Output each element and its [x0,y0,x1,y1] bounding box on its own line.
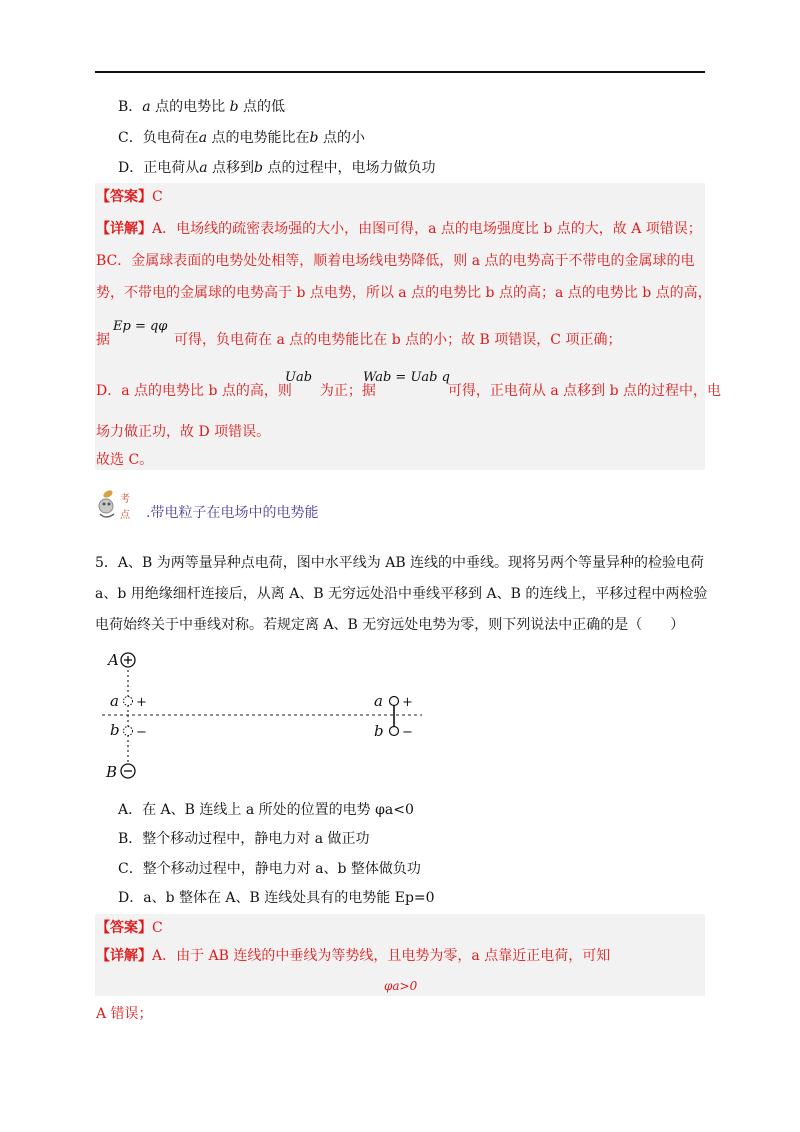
label-a-left: a [110,692,119,710]
q5-stem-line3: 电荷始终关于中垂线对称。若规定离 A、B 无穷远处电势为零，则下列说法中正确的是（ ） [95,617,685,633]
label-a-right: a [374,692,383,710]
q4-detail-line1: 【详解】A．电场线的疏密表场强的大小，由图可得，a 点的电场强度比 b 点的大，故 A 项错误； [96,221,702,237]
kaodian-icon-char1: 考 [120,494,130,505]
header-rule [95,71,705,73]
sign-plus-left: + [136,695,147,710]
q5-diagram [100,645,430,785]
q5-stem-line1: 5．A、B 为两等量异种点电荷，图中水平线为 AB 连线的中垂线。现将另两个等量异种的检验电荷 [95,555,705,571]
q5-stem-line2: a、b 用绝缘细杆连接后，从离 A、B 无穷远处沿中垂线平移到 A、B 的连线上，平移过程中两检验 [95,586,708,602]
q5-formula-phi: φa>0 [384,979,418,993]
q4-option-b: B．a 点的电势比 b 点的低 [118,99,285,115]
q5-option-c: C．整个移动过程中，静电力对 a、b 整体做负功 [118,861,421,877]
kaodian-text: .带电粒子在电场中的电势能 [146,505,319,521]
formula-ep-q-phi: Ep = qφ [113,319,168,334]
q4-detail-line5: D．a 点的电势比 b 点的高，则 为正；据 可得，正电荷从 a 点移到 b 点的过程中，电 [96,383,721,399]
charge-b-right [390,727,399,736]
q4-detail-line3: 势，不带电的金属球的电势高于 b 点电势，所以 a 点的电势比 b 点的高；a 点的电势比 b 点的高， [96,285,712,301]
q5-answer: 【答案】C [96,920,163,936]
q5-detail-line1: 【详解】A．由于 AB 连线的中垂线为等势线，且电势为零，a 点靠近正电荷，可知 [96,948,611,964]
label-A: A [108,651,119,669]
q4-detail-line6: 场力做正功，故 D 项错误。 [96,424,271,440]
q5-detail-line2: A 错误； [96,1006,153,1022]
q4-answer: 【答案】C [96,189,163,205]
q4-detail-line2: BC．金属球表面的电势处处相等，顺着电场线电势降低，则 a 点的电势高于不带电的金属球的电 [96,253,695,269]
q4-detail-line4: 据 可得，负电荷在 a 点的电势能比在 b 点的小；故 B 项错误，C 项正确； [96,332,622,348]
label-B: B [106,763,118,781]
sign-minus-right: − [402,725,413,740]
label-b-right: b [374,722,384,740]
q4-option-d: D．正电荷从a 点移到b 点的过程中，电场力做负功 [118,160,436,176]
formula-uab: Uab [285,370,313,385]
charge-a-right [390,697,399,706]
q5-option-a: A．在 A、B 连线上 a 所处的位置的电势 φa<0 [118,802,414,818]
label-b-left: b [110,721,120,739]
sign-minus-left: − [136,725,147,740]
q4-detail-line7: 故选 C。 [96,452,154,468]
formula-w-uab-q: Wab = Uab q [363,370,450,385]
q5-option-b: B．整个移动过程中，静电力对 a 做正功 [118,831,370,847]
sign-plus-right: + [402,695,413,710]
kaodian-icon-char2: 点 [120,510,130,521]
charge-a-left [124,697,133,706]
q4-option-c: C．负电荷在a 点的电势能比在b 点的小 [118,130,365,146]
q5-option-d: D．a、b 整体在 A、B 连线处具有的电势能 Ep=0 [118,890,435,906]
kaodian-icon [96,484,140,524]
charge-b-left [124,727,133,736]
